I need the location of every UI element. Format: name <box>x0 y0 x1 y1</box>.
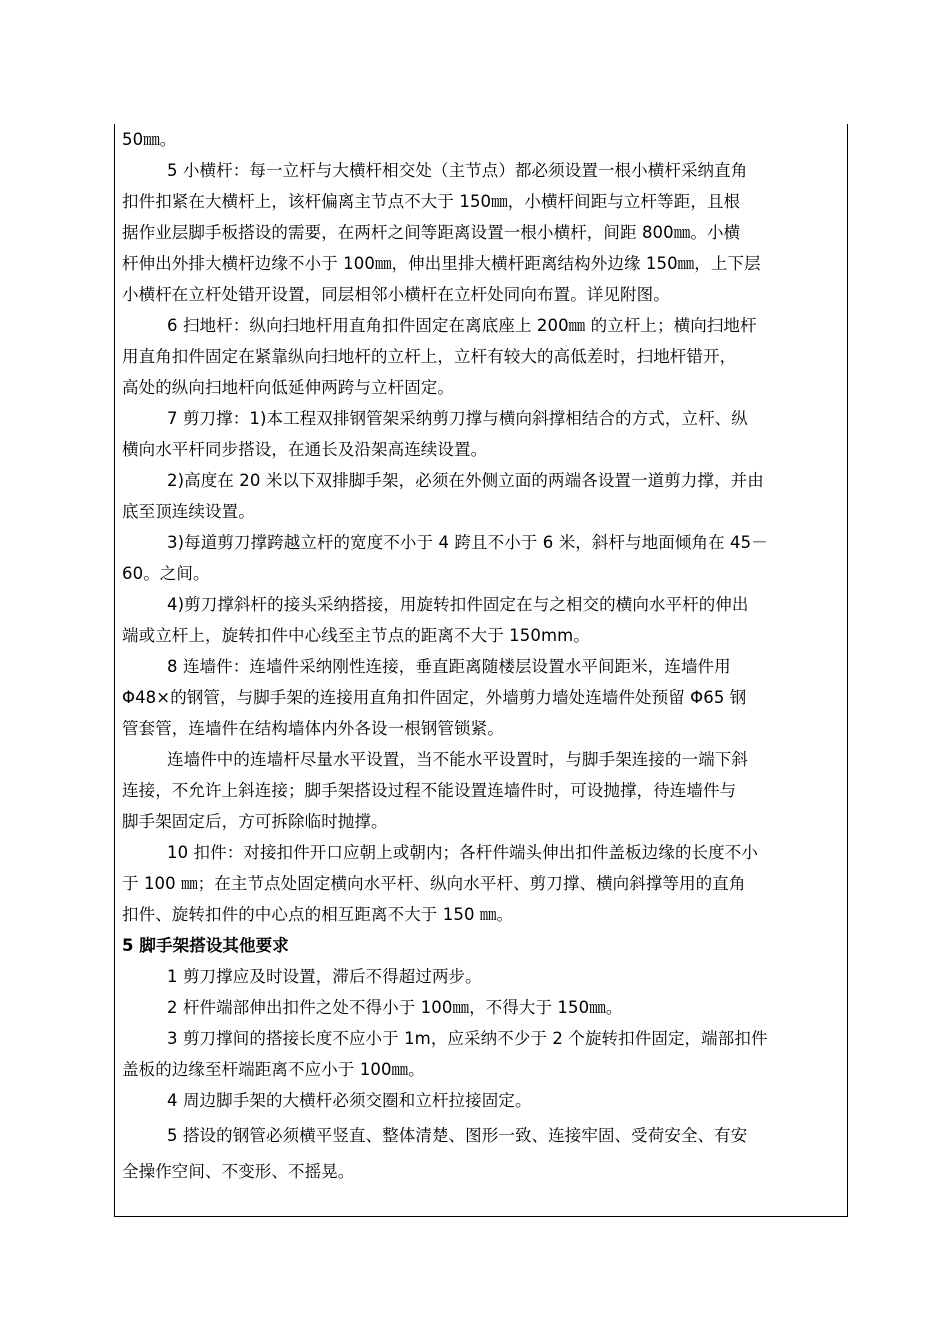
text-line: 2 杆件端部伸出扣件之处不得小于 100㎜，不得大于 150㎜。 <box>167 998 623 1017</box>
text-line: 连接，不允许上斜连接；脚手架搭设过程不能设置连墙件时，可设抛撑，待连墙件与 <box>122 781 737 800</box>
text-line: 3 剪刀撑间的搭接长度不应小于 1m，应采纳不少于 2 个旋转扣件固定，端部扣件 <box>167 1029 768 1048</box>
text-line: 端或立杆上，旋转扣件中心线至主节点的距离不大于 150mm。 <box>122 626 590 645</box>
text-line: 5 搭设的钢管必须横平竖直、整体清楚、图形一致、连接牢固、受荷安全、有安 <box>167 1126 748 1145</box>
text-line: 7 剪刀撑：1)本工程双排钢管架采纳剪刀撑与横向斜撑相结合的方式，立杆、纵 <box>167 409 748 428</box>
text-line: 1 剪刀撑应及时设置，滞后不得超过两步。 <box>167 967 482 986</box>
text-line: 6 扫地杆：纵向扫地杆用直角扣件固定在离底座上 200㎜ 的立杆上；横向扫地杆 <box>167 316 757 335</box>
section-heading: 5 脚手架搭设其他要求 <box>122 936 289 955</box>
text-line: 脚手架固定后，方可拆除临时抛撑。 <box>122 812 388 831</box>
text-line: 连墙件中的连墙杆尽量水平设置，当不能水平设置时，与脚手架连接的一端下斜 <box>167 750 748 769</box>
text-line: 管套管，连墙件在结构墙体内外各设一根钢管锁紧。 <box>122 719 504 738</box>
text-line: 杆伸出外排大横杆边缘不小于 100㎜，伸出里排大横杆距离结构外边缘 150㎜，上下层 <box>122 254 761 273</box>
text-line: 4)剪刀撑斜杆的接头采纳搭接，用旋转扣件固定在与之相交的横向水平杆的伸出 <box>167 595 749 614</box>
text-line: 扣件扣紧在大横杆上，该杆偏离主节点不大于 150㎜，小横杆间距与立杆等距，且根 <box>122 192 741 211</box>
text-line: 全操作空间、不变形、不摇晃。 <box>122 1162 355 1181</box>
text-line: Φ48×的钢管，与脚手架的连接用直角扣件固定，外墙剪力墙处连墙件处预留 Φ65 钢 <box>122 688 747 707</box>
text-line: 10 扣件：对接扣件开口应朝上或朝内；各杆件端头伸出扣件盖板边缘的长度不小 <box>167 843 758 862</box>
document-body <box>122 124 840 1187</box>
text-line: 用直角扣件固定在紧靠纵向扫地杆的立杆上，立杆有较大的高低差时，扫地杆错开， <box>122 347 737 366</box>
text-line: 横向水平杆同步搭设，在通长及沿架高连续设置。 <box>122 440 488 459</box>
text-line: 3)每道剪刀撑跨越立杆的宽度不小于 4 跨且不小于 6 米，斜杆与地面倾角在 45－ <box>167 533 768 552</box>
text-line: 2)高度在 20 米以下双排脚手架，必须在外侧立面的两端各设置一道剪力撑，并由 <box>167 471 764 490</box>
text-line: 底至顶连续设置。 <box>122 502 255 521</box>
text-line: 4 周边脚手架的大横杆必须交圈和立杆拉接固定。 <box>167 1091 532 1110</box>
text-line: 8 连墙件：连墙件采纳刚性连接，垂直距离随楼层设置水平间距米，连墙件用 <box>167 657 731 676</box>
text-line: 盖板的边缘至杆端距离不应小于 100㎜。 <box>122 1060 425 1079</box>
text-line: 高处的纵向扫地杆向低延伸两跨与立杆固定。 <box>122 378 454 397</box>
text-line: 50㎜。 <box>122 130 177 149</box>
text-line: 据作业层脚手板搭设的需要，在两杆之间等距离设置一根小横杆，间距 800㎜。小横 <box>122 223 741 242</box>
text-line: 5 小横杆：每一立杆与大横杆相交处（主节点）都必须设置一根小横杆采纳直角 <box>167 161 748 180</box>
text-line: 60。之间。 <box>122 564 210 583</box>
document-frame <box>114 124 848 1217</box>
text-line: 小横杆在立杆处错开设置，同层相邻小横杆在立杆处同向布置。详见附图。 <box>122 285 670 304</box>
text-line: 于 100 ㎜；在主节点处固定横向水平杆、纵向水平杆、剪刀撑、横向斜撑等用的直角 <box>122 874 746 893</box>
text-line: 扣件、旋转扣件的中心点的相互距离不大于 150 ㎜。 <box>122 905 514 924</box>
